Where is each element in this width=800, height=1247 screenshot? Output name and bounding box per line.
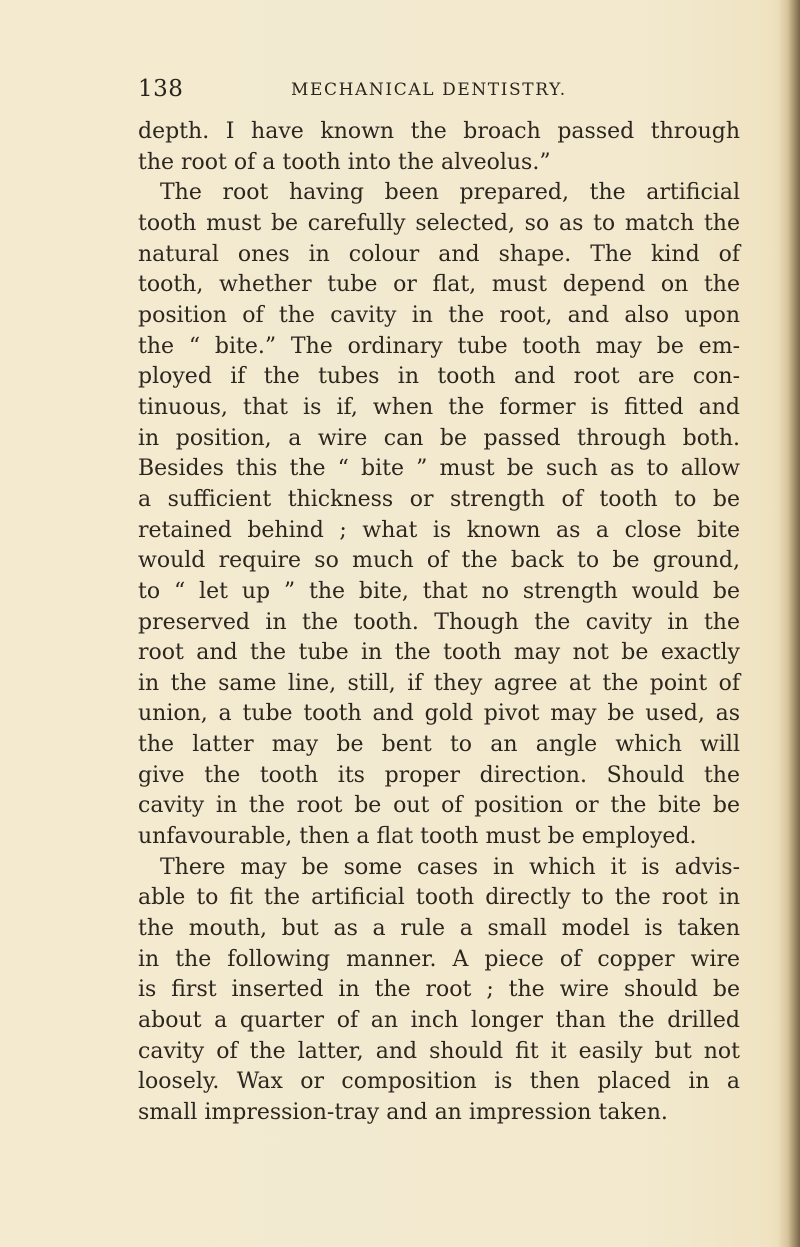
text-line: small impression-tray and an impression taken. <box>138 1100 668 1125</box>
text-line: give the tooth its proper direction. Should the <box>138 762 740 788</box>
text-line: There may be some cases in which it is advis- <box>160 854 740 880</box>
text-line: in the same line, still, if they agree at the point of <box>138 670 740 696</box>
text-line: root and the tube in the tooth may not be exactly <box>138 640 740 666</box>
text-line: depth. I have known the broach passed through <box>138 119 740 144</box>
text-line: in position, a wire can be passed through both. <box>138 425 740 451</box>
text-line: The root having been prepared, the artificial <box>160 180 740 206</box>
text-line: position of the cavity in the root, and also upon <box>138 302 740 328</box>
text-line: union, a tube tooth and gold pivot may be used, as <box>138 701 740 727</box>
body-text <box>138 117 740 1129</box>
text-line: the root of a tooth into the alveolus.” <box>138 149 551 175</box>
text-line: Besides this the “ bite ” must be such as to allow <box>138 456 740 482</box>
text-line: loosely. Wax or composition is then placed in a <box>138 1069 740 1095</box>
text-line: cavity in the root be out of position or the bite be <box>138 793 740 819</box>
text-line: would require so much of the back to be ground, <box>138 548 740 574</box>
text-line: a sufficient thickness or strength of tooth to be <box>138 486 740 512</box>
text-line: ployed if the tubes in tooth and root are con- <box>138 364 740 390</box>
text-line: natural ones in colour and shape. The kind of <box>138 241 740 267</box>
page-edge-shadow <box>778 0 800 1247</box>
text-line: unfavourable, then a flat tooth must be employed. <box>138 824 697 850</box>
text-line: in the following manner. A piece of copper wire <box>138 946 740 972</box>
text-line: the mouth, but as a rule a small model is taken <box>138 916 740 942</box>
text-line: tooth, whether tube or flat, must depend on the <box>138 272 740 298</box>
text-line: tooth must be carefully selected, so as to match the <box>138 210 740 236</box>
running-title: MECHANICAL DENTISTRY. <box>291 80 567 100</box>
text-line: preserved in the tooth. Though the cavity in the <box>138 609 740 635</box>
text-line: the latter may be bent to an angle which will <box>138 732 740 758</box>
page-number: 138 <box>138 76 184 102</box>
running-head <box>138 76 608 110</box>
text-line: is first inserted in the root ; the wire should be <box>138 977 740 1003</box>
text-line: the “ bite.” The ordinary tube tooth may be em- <box>138 333 740 359</box>
text-line: able to fit the artificial tooth directly to the root in <box>138 885 740 911</box>
text-line: to “ let up ” the bite, that no strength would be <box>138 578 740 604</box>
text-line: about a quarter of an inch longer than the drilled <box>138 1008 740 1034</box>
text-line: retained behind ; what is known as a close bite <box>138 517 740 543</box>
text-line: tinuous, that is if, when the former is fitted and <box>138 394 740 420</box>
text-line: cavity of the latter, and should fit it easily but not <box>138 1038 740 1064</box>
